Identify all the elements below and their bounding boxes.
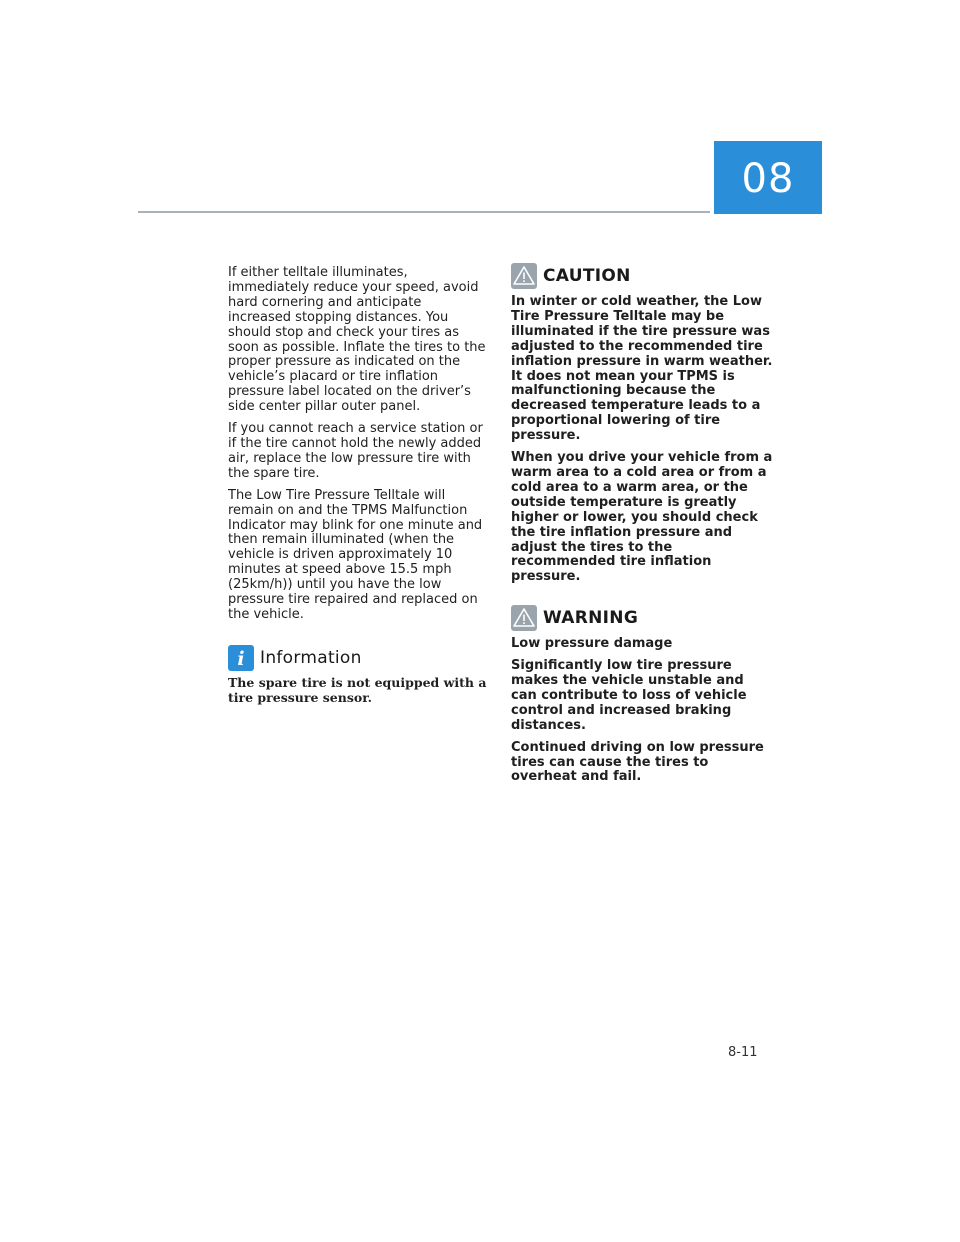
- information-title: Information: [260, 647, 362, 668]
- caution-title: CAUTION: [543, 266, 631, 286]
- information-box: [228, 645, 488, 705]
- warning-paragraph: Significantly low tire pressure makes the vehicle unstable and can contribute to loss of vehicle control and increased braking distances.: [511, 658, 747, 733]
- body-paragraph: The Low Tire Pressure Telltale will remain on and the TPMS Malfunction Indicator may blink for one minute and then remain illuminated (when the vehicle is driven approximately 10 minutes at speed above 15.5 mph (25km/h)) until you have the low pressure tire repaired and replaced on the vehicle.: [228, 487, 483, 622]
- warning-box: [511, 605, 773, 785]
- warning-triangle-icon: [511, 263, 537, 289]
- body-paragraph: If either telltale illuminates, immediately reduce your speed, avoid hard cornering and anticipate increased stopping distances. You should stop and check your tires as soon as possible. Inflate the tires to the proper pressure as indicated on the vehicle’s placard or tire inflation pressure label located on the driver’s side center pillar outer panel.: [228, 265, 486, 415]
- warning-triangle-icon: [511, 605, 537, 631]
- header-divider: [138, 211, 710, 213]
- warning-paragraph: Continued driving on low pressure tires can cause the tires to overheat and fail.: [511, 739, 764, 785]
- page-number: 8-11: [728, 1045, 758, 1060]
- caution-paragraph: When you drive your vehicle from a warm area to a cold area or from a cold area to a warm area, or the outside temperature is greatly higher or lower, you should check the tire inflation pressure and adjust the tires to the recommended tire inflation pressure.: [511, 450, 773, 585]
- caution-box: [511, 263, 773, 585]
- caution-paragraph: In winter or cold weather, the Low Tire Pressure Telltale may be illuminated if the tire pressure was adjusted to the recommended tire inflation pressure in warm weather. It does not mean your TPMS is malfunctioning because the decreased temperature leads to a proportional lowering of tire pressure.: [511, 294, 773, 444]
- information-text: The spare tire is not equipped with a tire pressure sensor.: [228, 674, 487, 705]
- left-column: [228, 266, 488, 705]
- svg-text:i: i: [237, 647, 245, 670]
- warning-subheading: Low pressure damage: [511, 636, 673, 652]
- body-paragraph: If you cannot reach a service station or if the tire cannot hold the newly added air, replace the low pressure tire with the spare tire.: [228, 421, 483, 481]
- warning-title: WARNING: [543, 608, 639, 629]
- right-column: [511, 263, 773, 792]
- info-icon: [228, 645, 254, 671]
- chapter-tab: 08: [714, 141, 822, 214]
